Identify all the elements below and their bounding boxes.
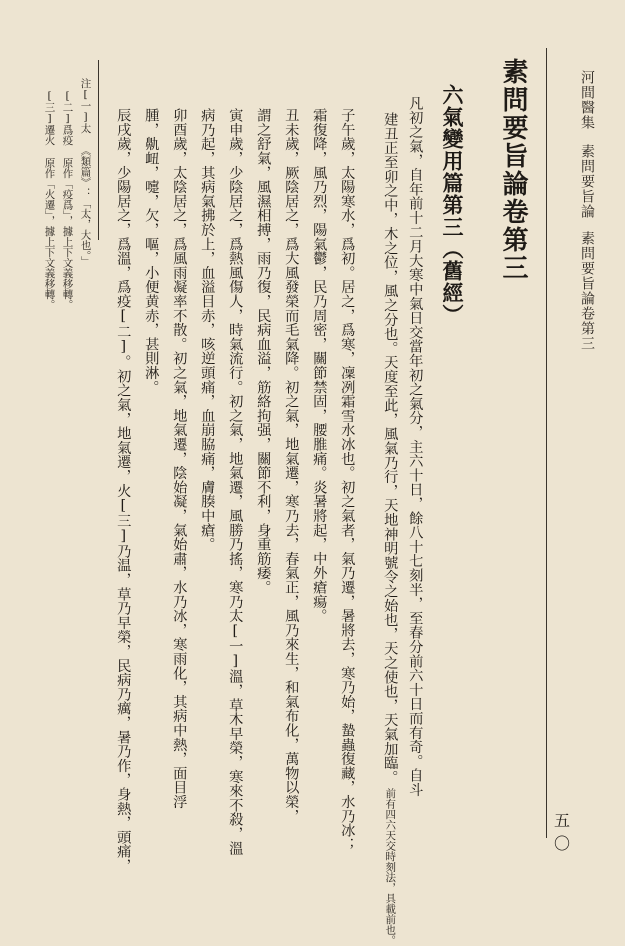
running-header [580,70,594,351]
text-column-4: 霜復降，風乃烈，陽氣鬱，民乃周密，關節禁固，腰脽痛。炎暑將起，中外瘡瘍。 [311,108,328,623]
page-title: 素問要旨論卷第三 [498,58,528,282]
text-column-3: 子午歲，太陽寒水，爲初。居之，爲寒，凜冽霜雪水冰也。初之氣者，氣乃遷，暑將去，寒乃始，蟄蟲復藏，水乃冰； [339,108,356,852]
note-2: [二]爲疫 原作「疫爲」，據上下文義移轉。 [61,90,74,310]
text-column-1: 凡初之氣，自年前十二月大寒中氣日交當年初之氣分，主六十日，餘八十七刻半，至春分前六十日而有奇。自斗 [407,96,424,797]
header-chapter: 素問要旨論卷第三 [579,231,595,351]
text-column-6: 謂之舒氣，風濕相搏，雨乃復，民病血溢，筋絡拘强，關節不利，身重筋痿。 [255,108,272,595]
header-book: 素問要旨論 [579,144,595,219]
text-column-2 [383,112,397,946]
header-series: 河間醫集 [579,70,595,130]
annotation: 前有四六天交時刻法，具載前也。 [384,788,397,946]
page-number: 五〇 [553,811,570,853]
text-column-5: 丑未歲，厥陰居之，爲大風發榮而毛氣降。初之氣，地氣遷，寒乃去，春氣正，風乃來生，和氣布化，萬物以榮， [283,108,300,823]
notes-divider [98,60,99,240]
text-column-11: 辰戌歲，少陽居之，爲溫，爲疫[二]。初之氣，地氣遷，火[三]乃温，草乃早榮，民病乃癘，暑乃作，身熱，頭痛， [115,108,132,873]
note-3: [三]遷火 原作「火遷」，據上下文義移轉。 [43,90,56,310]
text-column-8: 病乃起，其病氣拂於上，血溢目赤，咳逆頭痛，血崩脇痛，膚腠中瘡。 [199,108,216,552]
note-1: 注[一]太 《類篇》：「太，大也。」 [79,78,92,267]
text-column-7: 寅申歲，少陰居之，爲熱風傷人，時氣流行。初之氣，地氣遷，風勝乃搖，寒乃太[一]溫，草木早榮，寒來不殺，溫 [227,108,244,855]
text-column-9: 卯酉歲，太陰居之，爲風雨凝率不散。初之氣，地氣遷，陰始凝，氣始肅，水乃冰，寒雨化，其病中熱，面目浮 [171,108,188,809]
text-column-10: 腫，鼽衄，嚏，欠，嘔，小便黄赤，甚則淋。 [143,108,160,394]
header-divider [546,48,547,838]
text-column-2-main: 建丑正至卯之中，木之位，風之分也。天度至此，風氣乃行，天地神明號令之始也，天之使也，天氣加臨。 [382,112,399,785]
section-title: 六氣變用篇第三（舊經） [440,84,465,326]
